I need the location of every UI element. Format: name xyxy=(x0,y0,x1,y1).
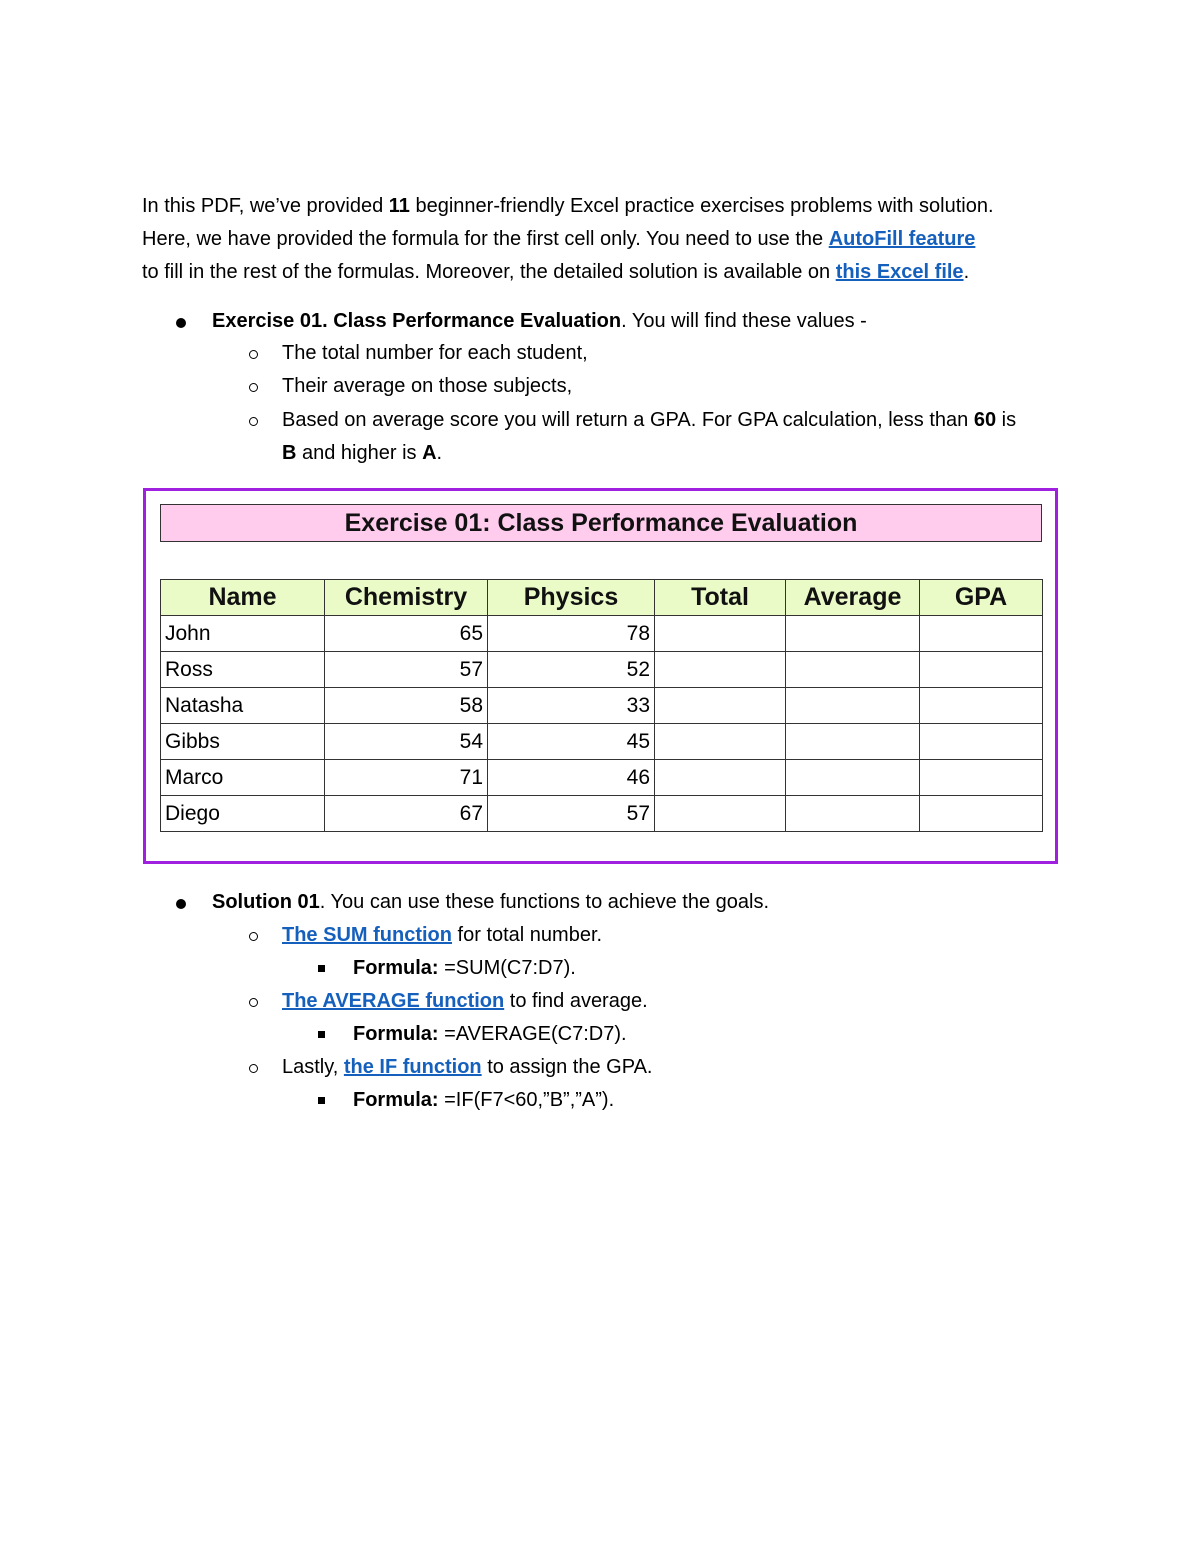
solution-label: Solution 01 xyxy=(212,891,320,913)
column-header: GPA xyxy=(920,580,1043,616)
name-cell: Gibbs xyxy=(161,724,325,760)
if-function-link[interactable]: the IF function xyxy=(343,1056,482,1078)
if-formula: =IF(F7<60,”B”,”A”). xyxy=(438,1089,615,1111)
physics-cell: 46 xyxy=(488,760,655,796)
circle-bullet-icon xyxy=(249,383,258,392)
physics-cell: 45 xyxy=(488,724,655,760)
bullet-icon xyxy=(176,318,186,328)
solution-heading xyxy=(212,886,769,919)
bullet-icon xyxy=(176,899,186,909)
intro-line-3 xyxy=(142,256,1072,289)
table-row xyxy=(161,796,1043,832)
name-cell: Marco xyxy=(161,760,325,796)
average-cell xyxy=(786,724,920,760)
average-cell xyxy=(786,688,920,724)
exercise-sub-item: Their average on those subjects, xyxy=(282,375,573,397)
circle-bullet-icon xyxy=(249,417,258,426)
exercise-sub-item-cont xyxy=(282,437,442,470)
gpa-cell xyxy=(920,760,1043,796)
exercise-label: Exercise 01. Class Performance Evaluation xyxy=(212,310,622,332)
total-cell xyxy=(655,616,786,652)
circle-bullet-icon xyxy=(249,998,258,1007)
circle-bullet-icon xyxy=(249,932,258,941)
sum-formula: =SUM(C7:D7). xyxy=(438,957,576,979)
column-header: Physics xyxy=(488,580,655,616)
solution-sub-item xyxy=(282,919,602,952)
table-row xyxy=(161,760,1043,796)
gpa-cell xyxy=(920,724,1043,760)
grade-a: A xyxy=(422,442,437,464)
gpa-cell xyxy=(920,688,1043,724)
chemistry-cell: 67 xyxy=(325,796,488,832)
sub-text: and higher is xyxy=(296,442,423,464)
total-cell xyxy=(655,688,786,724)
square-bullet-icon xyxy=(318,965,325,972)
average-cell xyxy=(786,796,920,832)
intro-text: In this PDF, we’ve provided xyxy=(142,195,389,217)
solution-sub-item xyxy=(282,985,648,1018)
physics-cell: 33 xyxy=(488,688,655,724)
chemistry-cell: 54 xyxy=(325,724,488,760)
average-cell xyxy=(786,760,920,796)
exercise-sub-item xyxy=(282,404,1016,437)
intro-line-1 xyxy=(142,190,1072,223)
table-header-row xyxy=(161,580,1043,616)
exercise-text: . You will find these values - xyxy=(621,310,867,332)
exercise-heading xyxy=(212,305,867,338)
table-row xyxy=(161,616,1043,652)
column-header: Average xyxy=(786,580,920,616)
data-table xyxy=(160,579,1043,832)
chemistry-cell: 58 xyxy=(325,688,488,724)
average-formula: =AVERAGE(C7:D7). xyxy=(438,1023,627,1045)
circle-bullet-icon xyxy=(249,350,258,359)
name-cell: Ross xyxy=(161,652,325,688)
table-row xyxy=(161,688,1043,724)
formula-item xyxy=(353,1084,614,1117)
average-cell xyxy=(786,652,920,688)
threshold-value: 60 xyxy=(973,409,997,431)
name-cell: Natasha xyxy=(161,688,325,724)
gpa-cell xyxy=(920,796,1043,832)
chemistry-cell: 57 xyxy=(325,652,488,688)
circle-bullet-icon xyxy=(249,1064,258,1073)
column-header: Chemistry xyxy=(325,580,488,616)
column-header: Name xyxy=(161,580,325,616)
formula-item xyxy=(353,1018,627,1051)
chemistry-cell: 71 xyxy=(325,760,488,796)
sub-text: to find average. xyxy=(504,990,648,1012)
sum-function-link[interactable]: The SUM function xyxy=(282,924,452,946)
grade-b: B xyxy=(282,442,297,464)
gpa-cell xyxy=(920,616,1043,652)
intro-text: Here, we have provided the formula for the first cell only. You need to use the xyxy=(142,228,829,250)
column-header: Total xyxy=(655,580,786,616)
intro-line-2 xyxy=(142,223,1072,256)
total-cell xyxy=(655,652,786,688)
square-bullet-icon xyxy=(318,1097,325,1104)
physics-cell: 78 xyxy=(488,616,655,652)
table-row xyxy=(161,724,1043,760)
sub-text: Lastly, xyxy=(282,1056,344,1078)
total-cell xyxy=(655,724,786,760)
name-cell: John xyxy=(161,616,325,652)
gpa-cell xyxy=(920,652,1043,688)
average-function-link[interactable]: The AVERAGE function xyxy=(282,990,505,1012)
sub-text: is xyxy=(996,409,1017,431)
intro-text: . xyxy=(963,261,970,283)
excel-file-link[interactable]: this Excel file xyxy=(835,261,964,283)
exercise-count: 11 xyxy=(388,195,410,217)
sub-text: . xyxy=(436,442,443,464)
sub-text: Based on average score you will return a GPA. For GPA calculation, less than xyxy=(282,409,974,431)
formula-label: Formula: xyxy=(353,1089,439,1111)
physics-cell: 57 xyxy=(488,796,655,832)
intro-paragraph xyxy=(142,190,1072,289)
average-cell xyxy=(786,616,920,652)
total-cell xyxy=(655,796,786,832)
table-row xyxy=(161,652,1043,688)
sub-text: to assign the GPA. xyxy=(481,1056,653,1078)
sheet-title: Exercise 01: Class Performance Evaluation xyxy=(160,504,1042,542)
physics-cell: 52 xyxy=(488,652,655,688)
total-cell xyxy=(655,760,786,796)
formula-label: Formula: xyxy=(353,1023,439,1045)
formula-label: Formula: xyxy=(353,957,439,979)
solution-sub-item xyxy=(282,1051,652,1084)
formula-item xyxy=(353,952,576,985)
chemistry-cell: 65 xyxy=(325,616,488,652)
intro-text: to fill in the rest of the formulas. Moreover, the detailed solution is available on xyxy=(142,261,836,283)
intro-text: beginner-friendly Excel practice exercises problems with solution. xyxy=(409,195,994,217)
exercise-sub-item: The total number for each student, xyxy=(282,342,588,364)
solution-text: . You can use these functions to achieve the goals. xyxy=(319,891,770,913)
square-bullet-icon xyxy=(318,1031,325,1038)
name-cell: Diego xyxy=(161,796,325,832)
sub-text: for total number. xyxy=(451,924,603,946)
autofill-feature-link[interactable]: AutoFill feature xyxy=(828,228,976,250)
